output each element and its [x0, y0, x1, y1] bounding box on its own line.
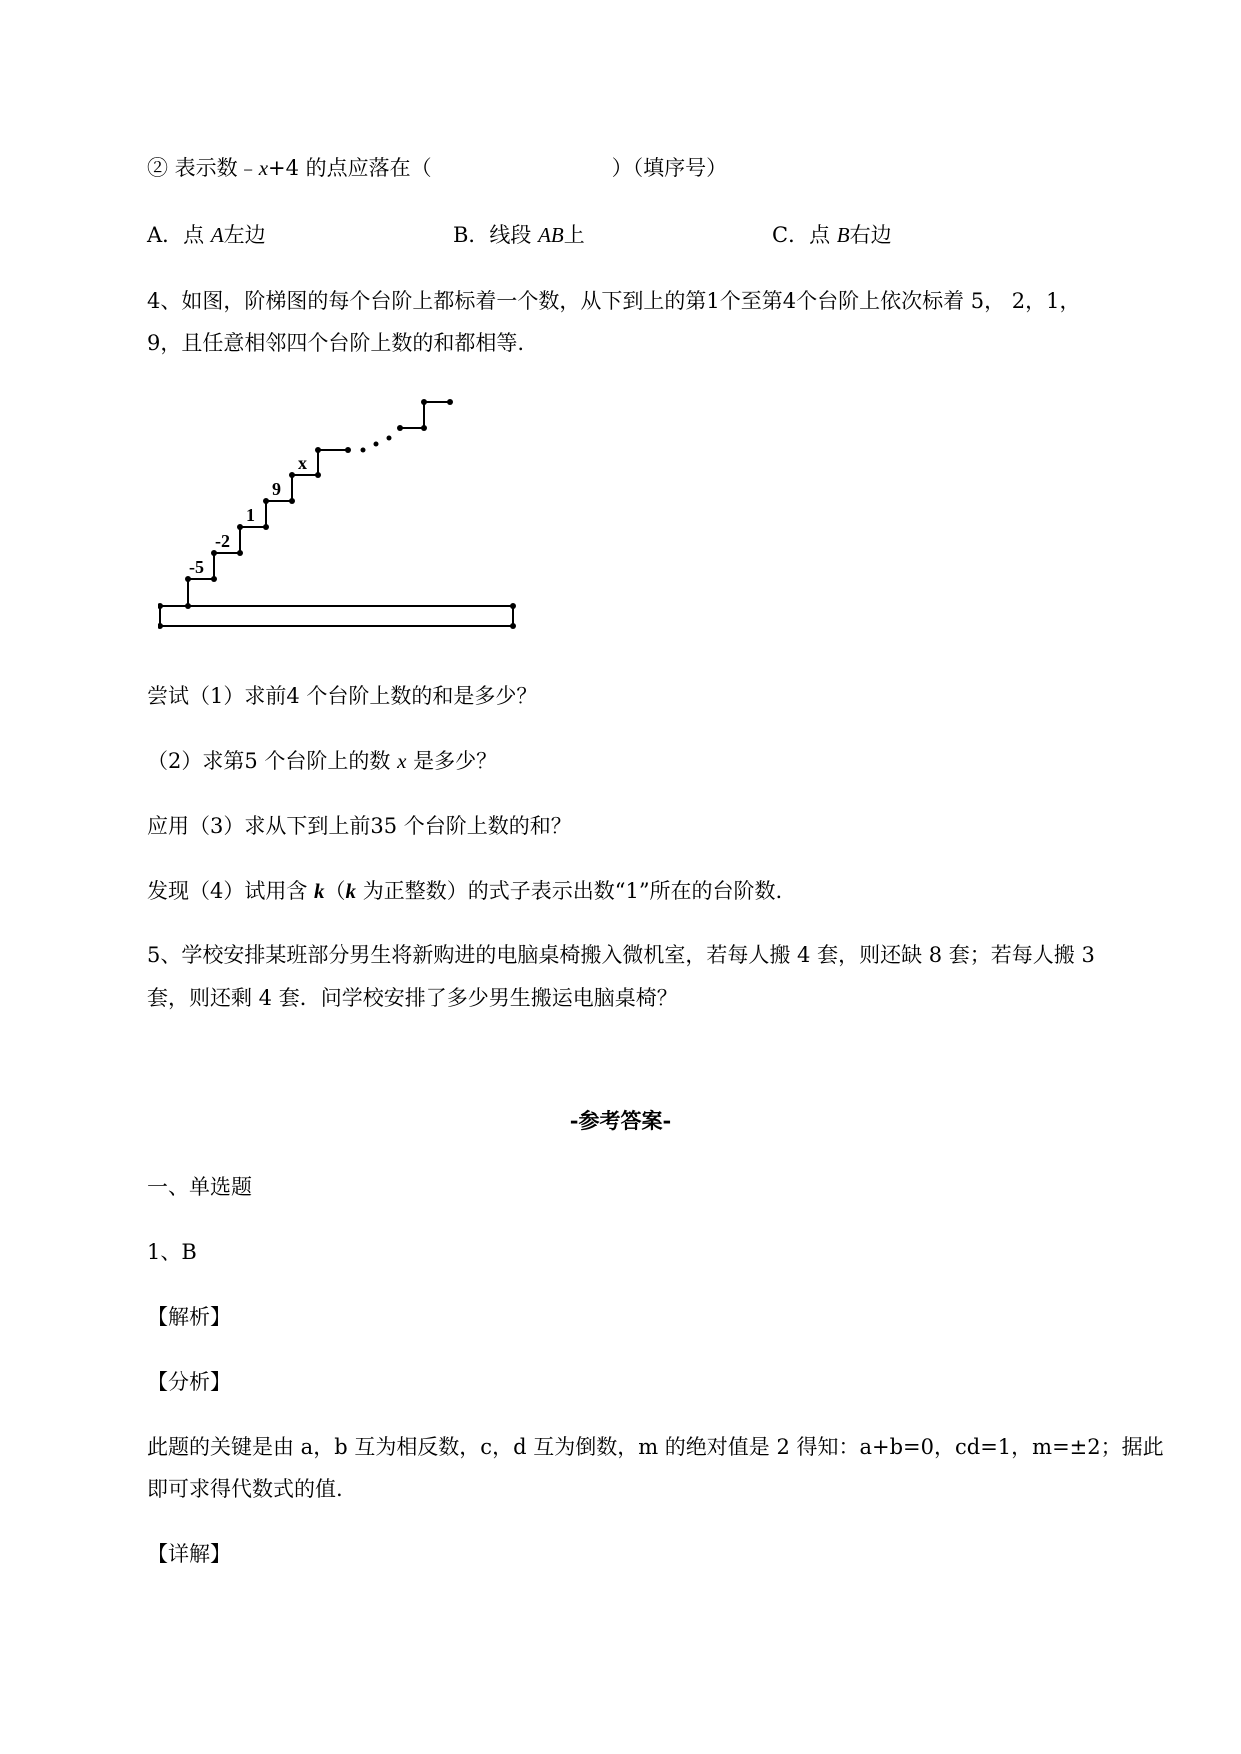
- ellipsis-dot: [387, 436, 392, 441]
- option-a: A．点 A左边: [147, 223, 266, 247]
- answers-title: -参考答案-: [569, 1108, 672, 1133]
- circled-number: ②: [147, 156, 168, 180]
- q5-line1: 5、学校安排某班部分男生将新购进的电脑桌椅搬入微机室，若每人搬 4 套，则还缺 8 套；若每人搬 3: [147, 943, 1095, 967]
- section-heading: 一、单选题: [147, 1175, 252, 1199]
- detail-tag: 【详解】: [147, 1542, 231, 1566]
- top-steps: [400, 402, 450, 428]
- q5-line2: 套，则还剩 4 套．问学校安排了多少男生搬运电脑桌椅？: [147, 986, 678, 1010]
- analysis-tag: 【解析】: [147, 1305, 231, 1329]
- step-label: 1: [246, 505, 255, 525]
- answer-item: 1、B: [147, 1240, 197, 1264]
- step-label: -5: [189, 557, 204, 577]
- ellipsis-dot: [374, 442, 379, 447]
- base-platform: [160, 606, 513, 626]
- q4-line1: 4、如图，阶梯图的每个台阶上都标着一个数，从下到上的第1个至第4个台阶上依次标着 5， 2，1，: [147, 289, 1081, 313]
- fenxi-tag: 【分析】: [147, 1370, 231, 1394]
- step-label: x: [298, 453, 307, 473]
- option-b: B．线段 AB上: [453, 223, 585, 247]
- q4-line2: 9，且任意相邻四个台阶上数的和都相等.: [147, 331, 525, 355]
- q4-part2: （2）求第5 个台阶上的数 x 是多少？: [147, 749, 498, 773]
- q4-part3: 应用（3）求从下到上前35 个台阶上数的和？: [147, 814, 572, 838]
- option-c: C．点 B右边: [772, 223, 892, 247]
- fenxi-line2: 即可求得代数式的值.: [147, 1477, 343, 1501]
- staircase-figure: [158, 396, 528, 636]
- q3-part2-line: ② 表示数﹣x+4 的点应落在（ ）（填序号）: [147, 156, 728, 180]
- fenxi-line1: 此题的关键是由 a，b 互为相反数，c，d 互为倒数，m 的绝对值是 2 得知：a+b=0，cd=1，m=±2；据此: [147, 1435, 1164, 1459]
- step-label: -2: [215, 531, 230, 551]
- q4-part1: 尝试（1）求前4 个台阶上数的和是多少？: [147, 684, 538, 708]
- q4-part4: 发现（4）试用含 k（k 为正整数）的式子表示出数“1”所在的台阶数.: [147, 879, 783, 903]
- ellipsis-dot: [361, 448, 366, 453]
- step-label: 9: [272, 479, 281, 499]
